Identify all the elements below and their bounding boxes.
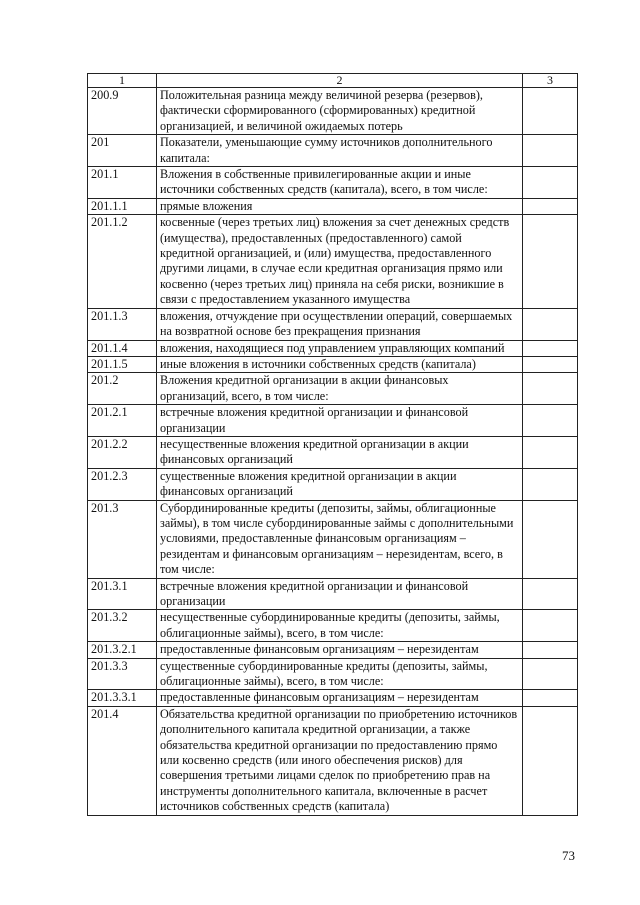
row-value <box>523 356 578 372</box>
row-code: 201.1.5 <box>88 356 157 372</box>
row-value <box>523 436 578 468</box>
row-description: Субординированные кредиты (депозиты, займы, облигационные займы), в том числе субординированные займы с дополнительными условиями, предоставленные финансовым организациям – резидентам и финансовым организациям – нерезидентам, всего, в том числе: <box>157 500 523 578</box>
row-value <box>523 135 578 167</box>
table-row <box>88 706 578 815</box>
column-header-2: 2 <box>157 74 523 88</box>
table-row <box>88 436 578 468</box>
row-description: вложения, находящиеся под управлением управляющих компаний <box>157 340 523 356</box>
row-value <box>523 405 578 437</box>
table-row <box>88 198 578 214</box>
row-value <box>523 88 578 135</box>
row-description: существенные субординированные кредиты (депозиты, займы, облигационные займы), всего, в том числе: <box>157 658 523 690</box>
row-description: предоставленные финансовым организациям – нерезидентам <box>157 690 523 706</box>
row-description: предоставленные финансовым организациям – нерезидентам <box>157 642 523 658</box>
table-row <box>88 135 578 167</box>
row-description: прямые вложения <box>157 198 523 214</box>
row-value <box>523 215 578 308</box>
row-description: Обязательства кредитной организации по приобретению источников дополнительного капитала кредитной организации, а также обязательства кредитной организации по предоставлению прямо или косвенно средств (или иного обеспечения рисков) для совершения третьими лицами сделок по приобретению прав на инструменты дополнительного капитала, включенные в расчет источников собственных средств (капитала) <box>157 706 523 815</box>
row-code: 201.2 <box>88 373 157 405</box>
row-description: Вложения кредитной организации в акции финансовых организаций, всего, в том числе: <box>157 373 523 405</box>
row-value <box>523 167 578 199</box>
table-header-row <box>88 74 578 88</box>
row-code: 201.4 <box>88 706 157 815</box>
row-value <box>523 308 578 340</box>
row-value <box>523 373 578 405</box>
table-row <box>88 468 578 500</box>
row-code: 201.3.2.1 <box>88 642 157 658</box>
column-header-3: 3 <box>523 74 578 88</box>
row-code: 201.2.1 <box>88 405 157 437</box>
row-code: 201.3 <box>88 500 157 578</box>
row-value <box>523 578 578 610</box>
row-code: 201 <box>88 135 157 167</box>
row-code: 201.3.2 <box>88 610 157 642</box>
indicator-table <box>87 73 578 816</box>
row-code: 201.1 <box>88 167 157 199</box>
row-code: 201.1.4 <box>88 340 157 356</box>
row-value <box>523 658 578 690</box>
table-row <box>88 373 578 405</box>
table-row <box>88 642 578 658</box>
row-value <box>523 690 578 706</box>
row-code: 201.3.3.1 <box>88 690 157 706</box>
table-row <box>88 658 578 690</box>
row-value <box>523 340 578 356</box>
row-code: 201.3.3 <box>88 658 157 690</box>
row-value <box>523 706 578 815</box>
row-code: 201.1.3 <box>88 308 157 340</box>
table-body <box>88 88 578 816</box>
table-row <box>88 690 578 706</box>
page-number: 73 <box>562 848 575 863</box>
table-row <box>88 88 578 135</box>
row-code: 201.2.2 <box>88 436 157 468</box>
table-row <box>88 340 578 356</box>
row-description: несущественные субординированные кредиты (депозиты, займы, облигационные займы), всего, в том числе: <box>157 610 523 642</box>
row-description: Вложения в собственные привилегированные акции и иные источники собственных средств (капитала), всего, в том числе: <box>157 167 523 199</box>
table-row <box>88 578 578 610</box>
table-row <box>88 500 578 578</box>
table-row <box>88 167 578 199</box>
table-row <box>88 215 578 308</box>
row-description: Положительная разница между величиной резерва (резервов), фактически сформированного (сформированных) кредитной организацией, и величиной ожидаемых потерь <box>157 88 523 135</box>
column-header-1: 1 <box>88 74 157 88</box>
row-value <box>523 642 578 658</box>
table-row <box>88 356 578 372</box>
row-value <box>523 468 578 500</box>
row-description: Показатели, уменьшающие сумму источников дополнительного капитала: <box>157 135 523 167</box>
row-value <box>523 610 578 642</box>
row-code: 201.1.2 <box>88 215 157 308</box>
row-code: 201.3.1 <box>88 578 157 610</box>
row-description: несущественные вложения кредитной организации в акции финансовых организаций <box>157 436 523 468</box>
row-description: встречные вложения кредитной организации и финансовой организации <box>157 405 523 437</box>
row-description: косвенные (через третьих лиц) вложения за счет денежных средств (имущества), предоставленных (предоставленного) самой кредитной организацией, и (или) имущества, предоставленного другими лицами, в случае если кредитная организация прямо или косвенно (через третьих лиц) приняла на себя риски, возникшие в связи с предоставлением указанного имущества <box>157 215 523 308</box>
table-row <box>88 610 578 642</box>
table-row <box>88 405 578 437</box>
row-description: вложения, отчуждение при осуществлении операций, совершаемых на возвратной основе без прекращения признания <box>157 308 523 340</box>
row-description: иные вложения в источники собственных средств (капитала) <box>157 356 523 372</box>
row-description: встречные вложения кредитной организации и финансовой организации <box>157 578 523 610</box>
row-code: 201.2.3 <box>88 468 157 500</box>
row-value <box>523 198 578 214</box>
row-code: 200.9 <box>88 88 157 135</box>
table-row <box>88 308 578 340</box>
row-description: существенные вложения кредитной организации в акции финансовых организаций <box>157 468 523 500</box>
row-code: 201.1.1 <box>88 198 157 214</box>
row-value <box>523 500 578 578</box>
